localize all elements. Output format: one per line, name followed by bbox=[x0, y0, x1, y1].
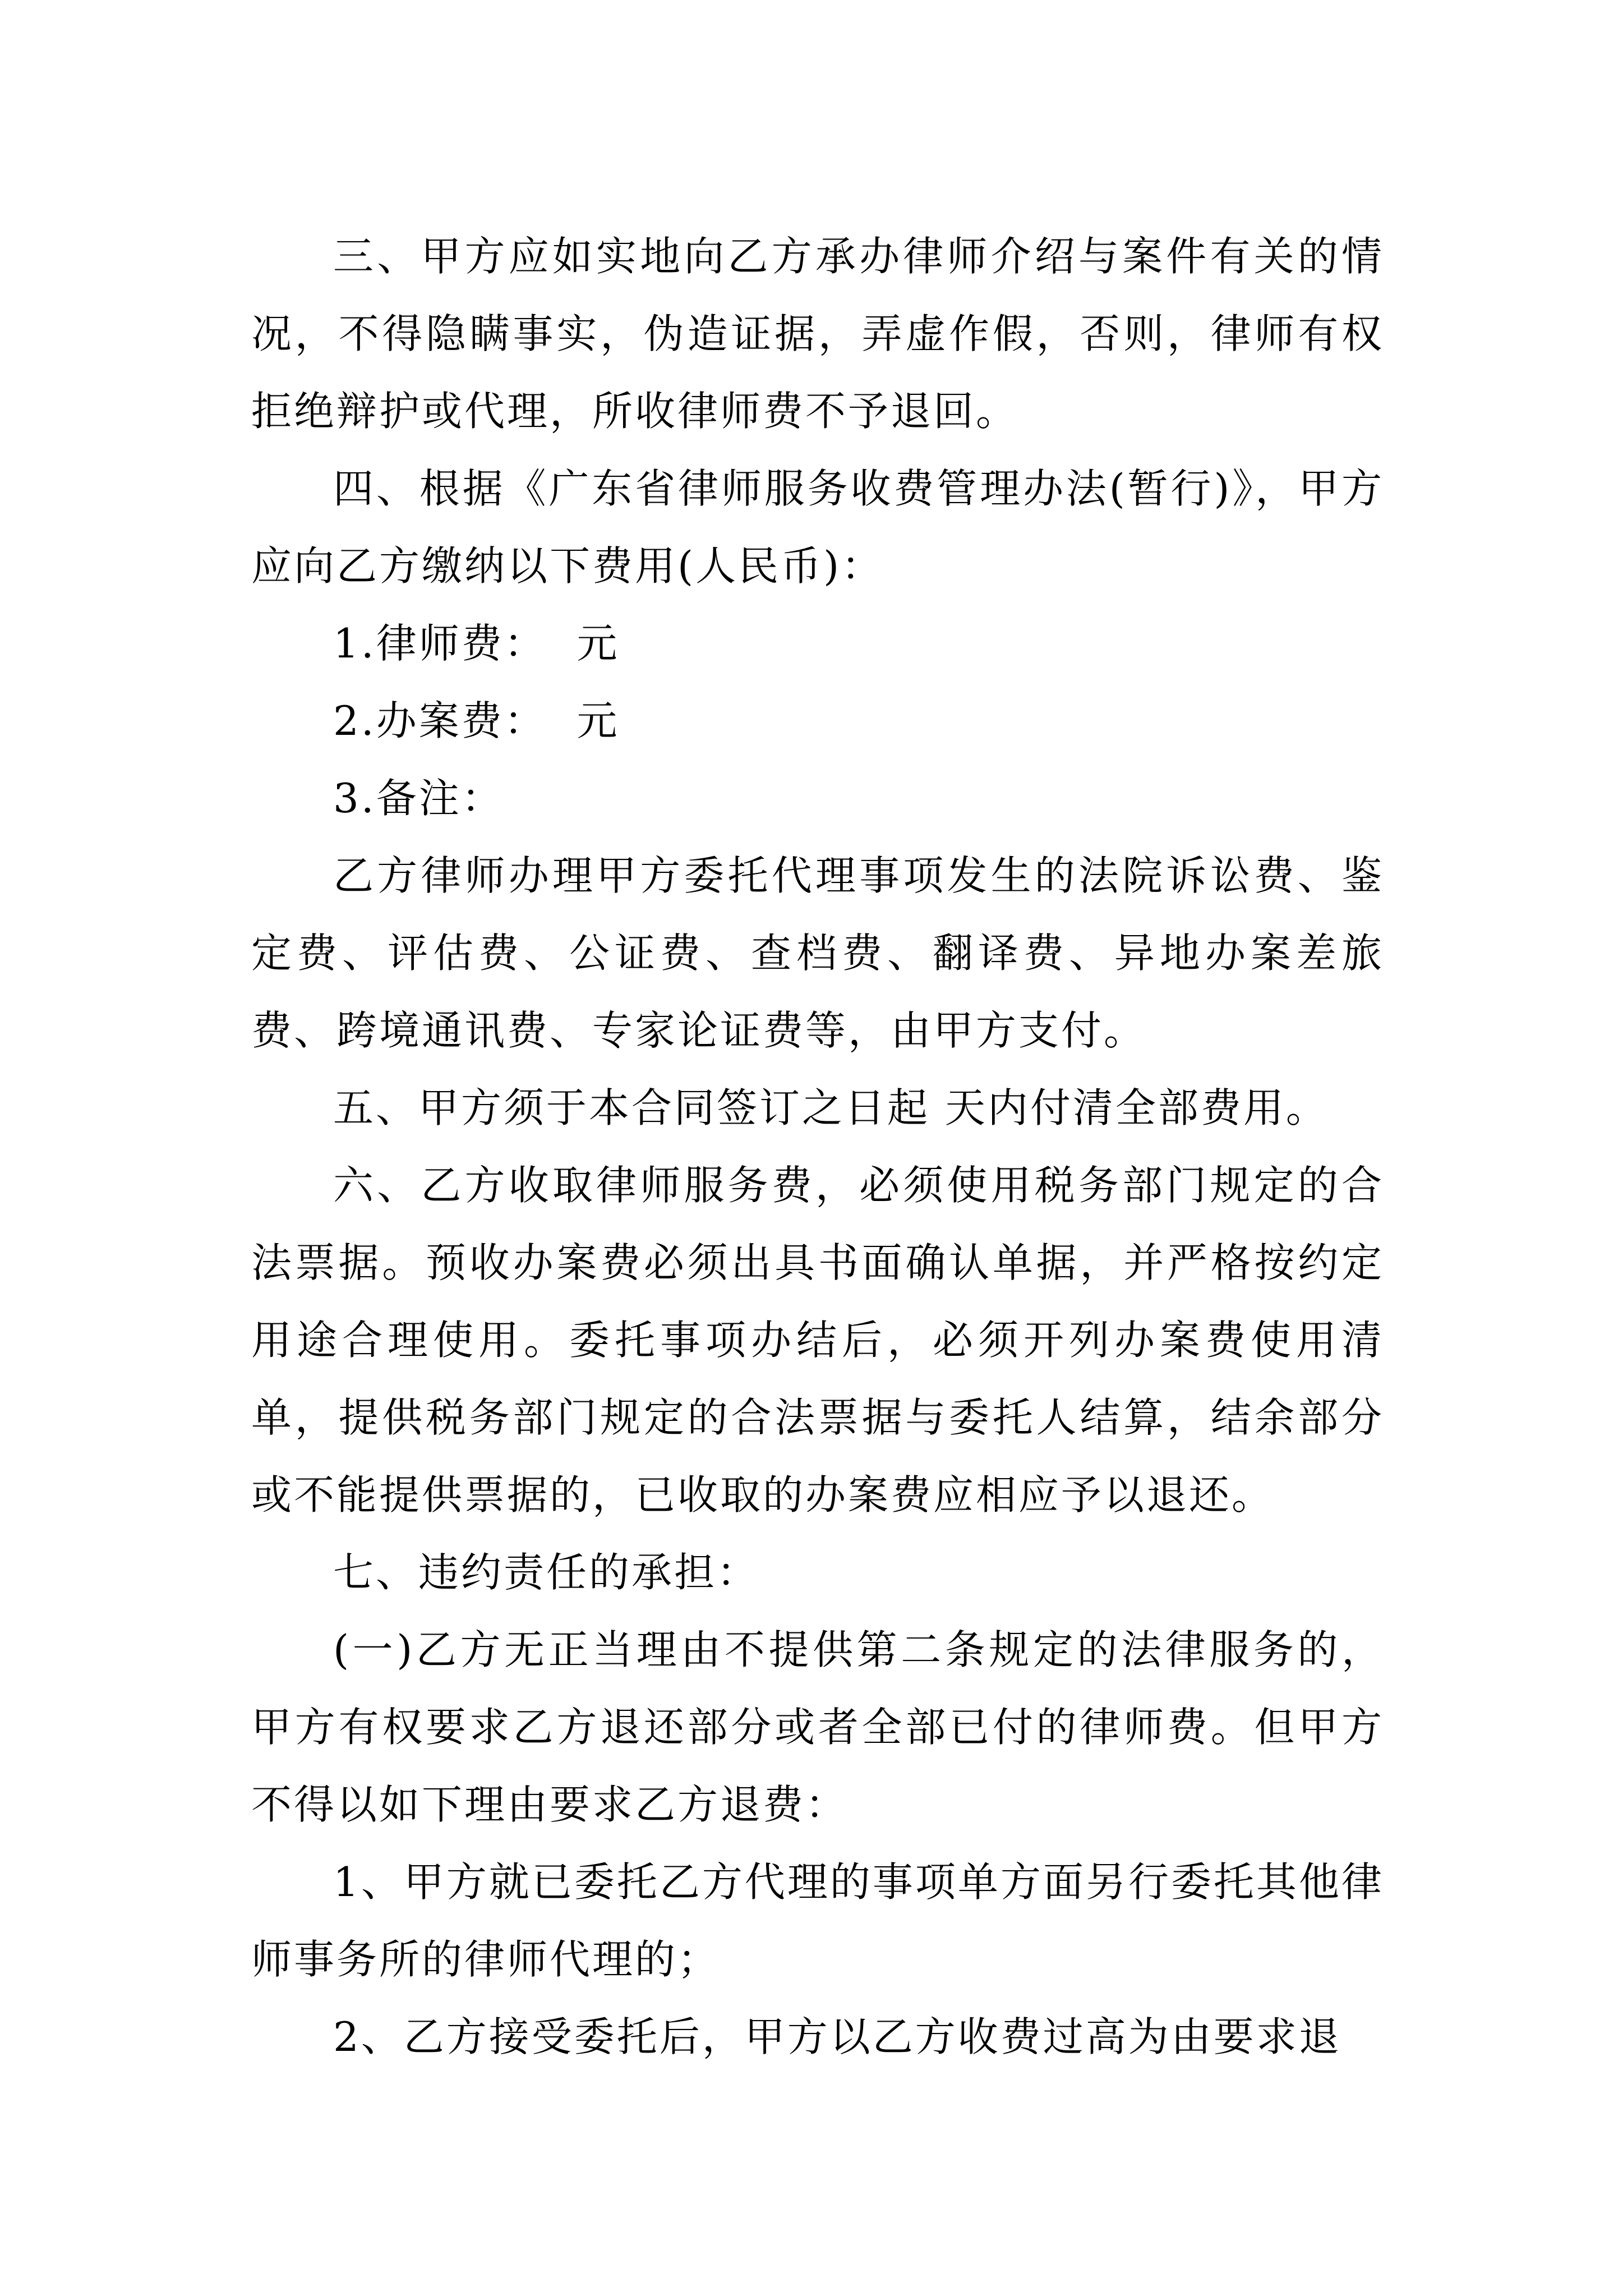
paragraph-clause-7-1: (一)乙方无正当理由不提供第二条规定的法律服务的，甲方有权要求乙方退还部分或者全部已付的律师费。但甲方不得以如下理由要求乙方退费： bbox=[251, 1626, 1384, 1828]
paragraph-clause-7-1-item-1: 1、甲方就已委托乙方代理的事项单方面另行委托其他律师事务所的律师代理的； bbox=[251, 1858, 1384, 1983]
paragraph-clause-7: 七、违约责任的承担： bbox=[333, 1549, 760, 1596]
paragraph-clause-3: 三、甲方应如实地向乙方承办律师介绍与案件有关的情况，不得隐瞒事实，伪造证据，弄虚作假，否则，律师有权拒绝辩护或代理，所收律师费不予退回。 bbox=[251, 233, 1384, 435]
paragraph-clause-5: 五、甲方须于本合同签订之日起 天内付清全部费用。 bbox=[333, 1084, 1329, 1131]
paragraph-case-fee: 2.办案费： 元 bbox=[333, 697, 620, 744]
paragraph-remarks-detail: 乙方律师办理甲方委托代理事项发生的法院诉讼费、鉴定费、评估费、公证费、查档费、翻译费、异地办案差旅费、跨境通讯费、专家论证费等，由甲方支付。 bbox=[251, 852, 1384, 1054]
paragraph-lawyer-fee: 1.律师费： 元 bbox=[333, 620, 620, 667]
paragraph-clause-6: 六、乙方收取律师服务费，必须使用税务部门规定的合法票据。预收办案费必须出具书面确认单据，并严格按约定用途合理使用。委托事项办结后，必须开列办案费使用清单，提供税务部门规定的合法票据与委托人结算，结余部分或不能提供票据的，已收取的办案费应相应予以退还。 bbox=[251, 1162, 1384, 1519]
document-body bbox=[251, 218, 1384, 2076]
paragraph-clause-4: 四、根据《广东省律师服务收费管理办法(暂行)》，甲方应向乙方缴纳以下费用(人民币)： bbox=[251, 465, 1384, 590]
paragraph-clause-7-1-item-2: 2、乙方接受委托后，甲方以乙方收费过高为由要求退 bbox=[333, 2013, 1341, 2060]
paragraph-remarks: 3.备注： bbox=[333, 775, 504, 822]
